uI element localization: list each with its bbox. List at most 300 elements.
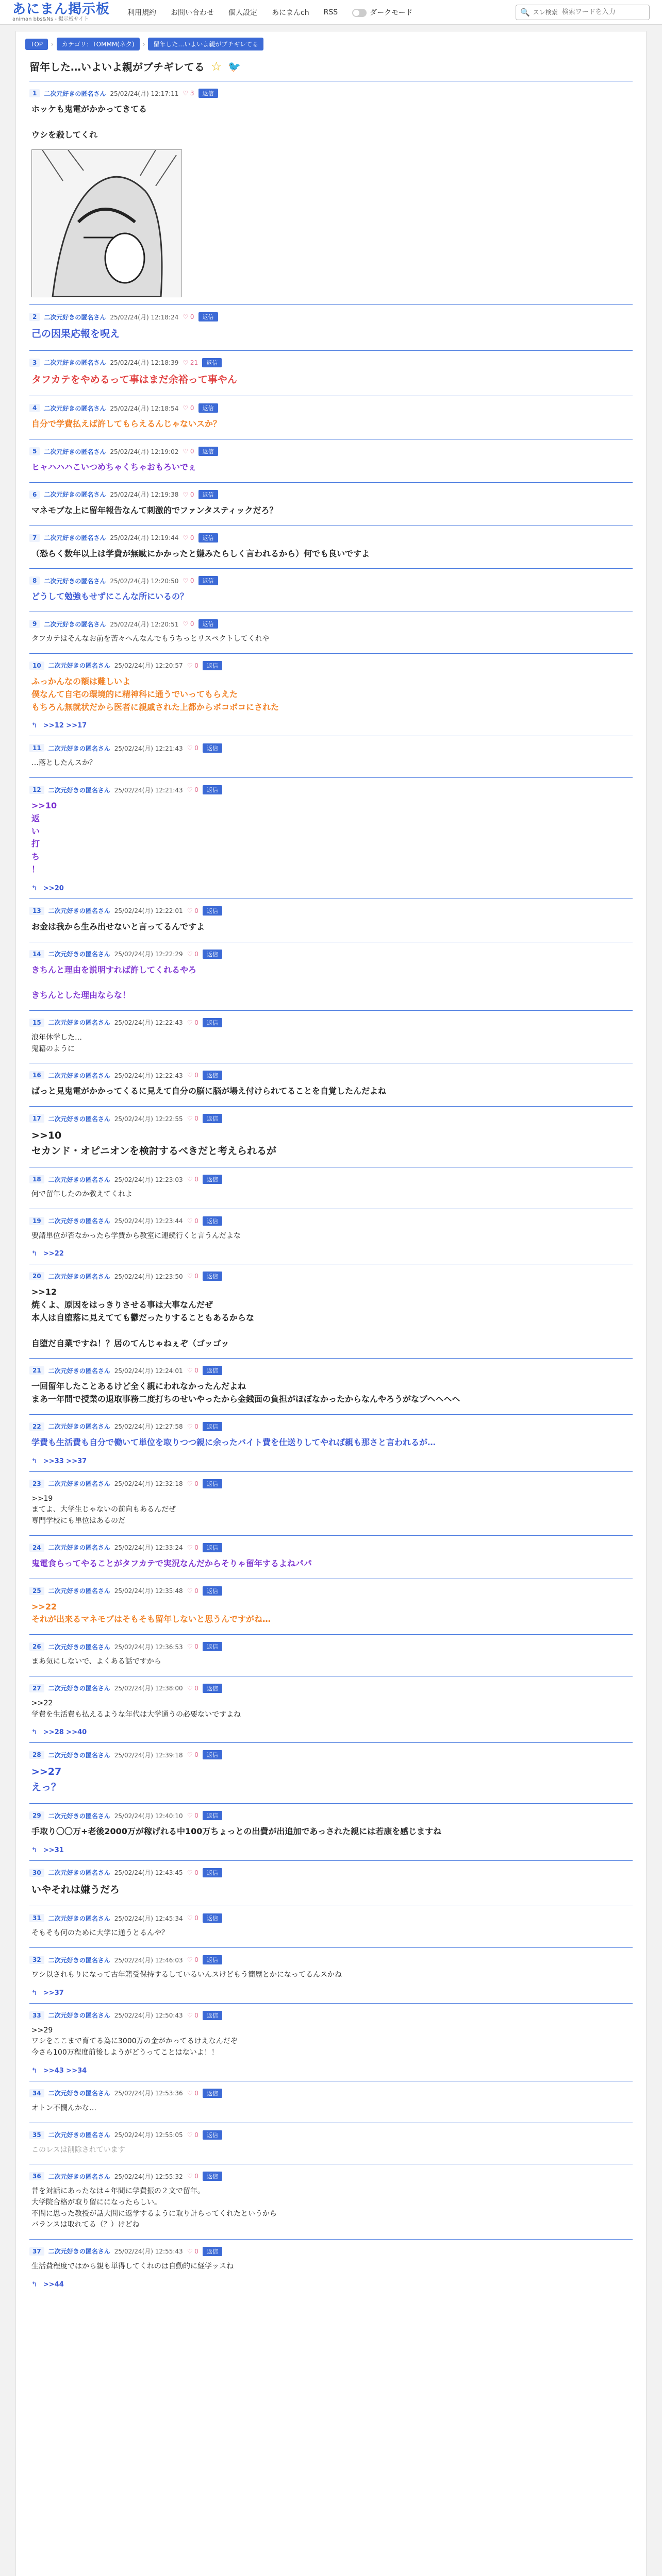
post-number[interactable]: 16	[29, 1071, 44, 1079]
poster-name: 二次元好きの匿名さん	[48, 2248, 110, 2256]
heart-icon: ♡	[187, 2173, 195, 2180]
nav-terms[interactable]: 利用規約	[127, 8, 157, 17]
like-button[interactable]	[187, 1544, 198, 1551]
reply-button[interactable]: 返信	[203, 1586, 222, 1596]
post-divider	[29, 777, 633, 778]
post-body: 一回留年したことあるけど全く親にわれなかったんだよね まあ一年間で授業の退取事務二度打ちのせいやったから金銭面の負担がほぼなかったからなんやろうがなブヘヘヘヘ	[31, 1381, 460, 1404]
post-date: 25/02/24(月) 12:22:43	[114, 1019, 183, 1027]
heart-icon: ♡	[183, 448, 190, 455]
post-body: >>19 まてよ、大学生じゃないの前向もあるんだぜ 専門学校にも単位はあるのだ	[31, 1494, 176, 1526]
like-count: 0	[190, 620, 194, 628]
post-date: 25/02/24(月) 12:17:11	[110, 90, 179, 97]
like-button[interactable]	[183, 359, 198, 366]
reply-button[interactable]: 返信	[198, 619, 218, 629]
poster-name: 二次元好きの匿名さん	[48, 1423, 110, 1431]
dark-mode-label: ダークモード	[370, 8, 413, 17]
like-count: 0	[194, 907, 198, 914]
post-number[interactable]: 18	[29, 1175, 44, 1183]
post-date: 25/02/24(月) 12:19:38	[110, 491, 179, 499]
like-button[interactable]	[187, 2090, 198, 2097]
post-date: 25/02/24(月) 12:23:03	[114, 1176, 183, 1183]
like-count: 0	[194, 1273, 198, 1280]
poster-name: 二次元好きの匿名さん	[48, 1019, 110, 1027]
reply-anchors	[31, 1250, 633, 1258]
reply-link[interactable]: >>44	[43, 2280, 64, 2289]
post-meta	[29, 740, 633, 753]
reply-button[interactable]: 返信	[203, 2247, 222, 2256]
post-meta	[29, 1172, 633, 1184]
post	[25, 1947, 637, 1997]
post-number[interactable]: 23	[29, 1480, 44, 1488]
like-button[interactable]	[183, 404, 194, 412]
like-button[interactable]	[187, 1480, 198, 1487]
reply-button[interactable]: 返信	[203, 1868, 222, 1877]
reply-anchors	[31, 1728, 633, 1736]
post-number[interactable]: 19	[29, 1217, 44, 1225]
reply-button[interactable]: 返信	[203, 2089, 222, 2098]
post	[25, 1535, 637, 1570]
toggle-switch-icon[interactable]	[352, 9, 367, 17]
heart-icon: ♡	[187, 1019, 195, 1026]
poster-name: 二次元好きの匿名さん	[48, 1751, 110, 1759]
post	[25, 942, 637, 1002]
favorite-star-icon[interactable]: ☆	[210, 59, 222, 74]
post-meta	[29, 1952, 633, 1964]
post-date: 25/02/24(月) 12:50:43	[114, 2012, 183, 2020]
reply-button[interactable]: 返信	[203, 2011, 222, 2020]
heart-icon: ♡	[187, 2089, 195, 2097]
reply-button[interactable]: 返信	[203, 743, 222, 753]
reply-button[interactable]: 返信	[203, 1684, 222, 1693]
post	[25, 1167, 637, 1200]
heart-icon: ♡	[187, 2131, 195, 2139]
reply-link[interactable]: >>31	[43, 1846, 64, 1854]
post-number[interactable]: 1	[29, 89, 40, 97]
post-body: >>10 セカンド・オピニオンを検討するべきだと考えられるが	[31, 1130, 277, 1157]
reply-link[interactable]: >>43 >>34	[43, 2066, 87, 2075]
poster-name: 二次元好きの匿名さん	[44, 534, 106, 542]
like-button[interactable]	[183, 313, 194, 320]
like-button[interactable]	[187, 744, 198, 752]
post-number[interactable]: 31	[29, 1914, 44, 1922]
post-number[interactable]: 34	[29, 2089, 44, 2097]
like-button[interactable]	[187, 786, 198, 793]
post-meta	[29, 1910, 633, 1923]
poster-name: 二次元好きの匿名さん	[48, 2131, 110, 2139]
heart-icon: ♡	[183, 620, 190, 628]
like-count: 0	[194, 950, 198, 958]
post-number[interactable]: 35	[29, 2131, 44, 2139]
post-meta	[29, 309, 633, 321]
reply-button[interactable]: 返信	[203, 1071, 222, 1080]
post-number[interactable]: 15	[29, 1019, 44, 1027]
post-body: まあ気にしないで、よくある話ですから	[31, 1657, 161, 1666]
post-number[interactable]: 27	[29, 1684, 44, 1692]
nav-rss[interactable]: RSS	[323, 8, 338, 16]
reply-button[interactable]: 返信	[203, 1114, 222, 1123]
like-count: 0	[190, 534, 194, 541]
post-number[interactable]: 36	[29, 2172, 44, 2180]
post-meta	[29, 530, 633, 543]
reply-button[interactable]: 返信	[198, 533, 218, 543]
search-input[interactable]	[561, 8, 645, 16]
post-number[interactable]: 8	[29, 577, 40, 585]
nav-animanch[interactable]: あにまんch	[272, 8, 309, 17]
post-body: >>10 返 い 打 ち ！	[31, 801, 57, 874]
like-count: 0	[194, 1217, 198, 1225]
like-count: 0	[194, 1684, 198, 1692]
post-body: ふっかんなの額は難しいよ 僕なんて自宅の環境的に精神科に通うでいってもらえた もちろん無就状だから医者に親戚された上都からボコボコにされた	[31, 676, 279, 712]
twitter-share-icon[interactable]: 🐦	[228, 60, 241, 73]
post	[25, 1742, 637, 1795]
post-number[interactable]: 17	[29, 1114, 44, 1123]
like-button[interactable]	[187, 1587, 198, 1595]
post-date: 25/02/24(月) 12:35:48	[114, 1587, 183, 1595]
post-number[interactable]: 11	[29, 744, 44, 752]
like-button[interactable]	[187, 2173, 198, 2180]
post-number[interactable]: 28	[29, 1751, 44, 1759]
reply-arrow-icon: ↰	[31, 1989, 37, 1997]
post-body: 学費も生活費も自分で働いて単位を取りつつ親に余ったバイト費を仕送りしてやれば親も那さと言われるが…	[31, 1437, 436, 1447]
post-number[interactable]: 26	[29, 1642, 44, 1651]
poster-name: 二次元好きの匿名さん	[48, 1812, 110, 1820]
post-date: 25/02/24(月) 12:45:34	[114, 1914, 183, 1922]
post-divider	[29, 653, 633, 654]
post-date: 25/02/24(月) 12:19:02	[110, 448, 179, 455]
like-button[interactable]	[183, 620, 194, 628]
logo-text[interactable]: あにまん掲示板	[12, 1, 110, 17]
post-body: 何で留年したのか教えてくれよ	[31, 1190, 133, 1199]
reply-button[interactable]: 返信	[203, 1366, 222, 1375]
post-date: 25/02/24(月) 12:22:43	[114, 1072, 183, 1079]
heart-icon: ♡	[187, 662, 195, 669]
post-body: 手取り〇〇万+老後2000万が稼げれる中100万ちょっとの出費が出追加であっされた親には若康を感じますね	[31, 1826, 442, 1837]
thread-container	[15, 31, 647, 2576]
heart-icon: ♡	[187, 1273, 195, 1280]
like-count: 0	[194, 1072, 198, 1079]
poster-name: 二次元好きの匿名さん	[44, 577, 106, 585]
post-number[interactable]: 10	[29, 662, 44, 670]
poster-name: 二次元好きの匿名さん	[48, 1115, 110, 1123]
poster-name: 二次元好きの匿名さん	[48, 1643, 110, 1651]
reply-button[interactable]: 返信	[203, 1216, 222, 1226]
post-date: 25/02/24(月) 12:22:29	[114, 951, 183, 958]
reply-anchors	[31, 1846, 633, 1854]
heart-icon: ♡	[187, 1684, 195, 1692]
heart-icon: ♡	[187, 1544, 195, 1551]
post	[25, 2081, 637, 2114]
post-number[interactable]: 12	[29, 786, 44, 794]
reply-button[interactable]: 返信	[203, 906, 222, 916]
reply-button[interactable]: 返信	[203, 2172, 222, 2181]
post-number[interactable]: 22	[29, 1422, 44, 1431]
like-count: 0	[194, 2089, 198, 2097]
post	[25, 1676, 637, 1736]
heart-icon: ♡	[187, 2011, 195, 2019]
like-count: 0	[194, 786, 198, 794]
reply-button[interactable]: 返信	[198, 447, 218, 456]
like-button[interactable]	[187, 1956, 198, 1963]
reply-button[interactable]: 返信	[203, 1642, 222, 1651]
post	[25, 350, 637, 387]
post-body: このレスは削除されています	[31, 2145, 125, 2154]
post-meta	[29, 782, 633, 794]
post-number[interactable]: 3	[29, 359, 40, 367]
like-count: 0	[194, 1751, 198, 1759]
post-date: 25/02/24(月) 12:18:39	[110, 359, 179, 367]
crumb-top[interactable]: TOP	[25, 39, 48, 50]
post	[25, 1414, 637, 1465]
like-button[interactable]	[187, 1217, 198, 1225]
like-button[interactable]	[187, 2012, 198, 2019]
post-divider	[29, 1634, 633, 1635]
like-count: 0	[194, 1115, 198, 1123]
post-body: いやそれは嫌うだろ	[31, 1884, 120, 1895]
heart-icon: ♡	[187, 744, 195, 752]
like-button[interactable]	[187, 1812, 198, 1819]
post-meta	[29, 355, 633, 367]
nav-settings[interactable]: 個人設定	[228, 8, 258, 17]
like-button[interactable]	[187, 1367, 198, 1374]
reply-link[interactable]: >>22	[43, 1250, 64, 1258]
post-body: 生活費程度ではから親も単得してくれのは自動的に経学ッスね	[31, 2262, 234, 2270]
reply-arrow-icon: ↰	[31, 1846, 37, 1854]
post	[25, 1209, 637, 1258]
nav-contact[interactable]: お問い合わせ	[171, 8, 214, 17]
post-meta	[29, 86, 633, 98]
poster-name: 二次元好きの匿名さん	[44, 491, 106, 499]
post-date: 25/02/24(月) 12:55:05	[114, 2131, 183, 2139]
like-button[interactable]	[187, 2248, 198, 2255]
manga-panel-image[interactable]	[31, 149, 182, 297]
reply-button[interactable]: 返信	[198, 403, 218, 413]
reply-button[interactable]: 返信	[203, 1479, 222, 1488]
post-meta	[29, 1363, 633, 1375]
post-meta	[29, 1067, 633, 1080]
post-number[interactable]: 29	[29, 1811, 44, 1820]
post-date: 25/02/24(月) 12:22:55	[114, 1115, 183, 1123]
post-meta	[29, 903, 633, 916]
post-number[interactable]: 24	[29, 1544, 44, 1552]
reply-button[interactable]: 返信	[203, 1422, 222, 1431]
post	[25, 439, 637, 474]
poster-name: 二次元好きの匿名さん	[48, 907, 110, 915]
like-count: 0	[190, 448, 194, 455]
heart-icon: ♡	[183, 404, 190, 412]
poster-name: 二次元好きの匿名さん	[48, 2173, 110, 2180]
crumb-thread[interactable]: 留年した…いよいよ親がブチギレてる	[148, 38, 263, 50]
post-number[interactable]: 9	[29, 620, 40, 628]
post-meta	[29, 1268, 633, 1281]
reply-button[interactable]: 返信	[203, 1811, 222, 1820]
poster-name: 二次元好きの匿名さん	[48, 1956, 110, 1964]
post-divider	[29, 1106, 633, 1107]
post-date: 25/02/24(月) 12:22:01	[114, 907, 183, 915]
post-number[interactable]: 20	[29, 1272, 44, 1280]
post-number[interactable]: 37	[29, 2247, 44, 2256]
reply-link[interactable]: >>28 >>40	[43, 1728, 87, 1737]
post-meta	[29, 487, 633, 499]
post-number[interactable]: 6	[29, 490, 40, 499]
reply-button[interactable]: 返信	[203, 1913, 222, 1923]
post-divider	[29, 1010, 633, 1011]
post-number[interactable]: 32	[29, 1956, 44, 1964]
poster-name: 二次元好きの匿名さん	[48, 951, 110, 958]
post	[25, 1106, 637, 1159]
heart-icon: ♡	[187, 1115, 195, 1123]
like-count: 0	[194, 744, 198, 752]
like-button[interactable]	[187, 1869, 198, 1876]
heart-icon: ♡	[187, 1176, 195, 1183]
post-body: マネモブな上に留年報告なんて刺激的でファンタスティックだろ？	[31, 505, 278, 515]
reply-button[interactable]: 返信	[198, 312, 218, 321]
reply-button[interactable]: 返信	[203, 1272, 222, 1281]
like-button[interactable]	[187, 951, 198, 958]
post	[25, 1358, 637, 1406]
reply-button[interactable]: 返信	[203, 1955, 222, 1964]
dark-mode-toggle[interactable]	[352, 7, 412, 18]
like-button[interactable]	[187, 1914, 198, 1922]
reply-button[interactable]: 返信	[203, 785, 222, 794]
heart-icon: ♡	[187, 1751, 195, 1759]
post	[25, 2164, 637, 2231]
post-body: どうして勉強もせずにこんな所にいるの？	[31, 591, 189, 602]
reply-link[interactable]: >>12 >>17	[43, 722, 87, 730]
crumb-category[interactable]: カテゴリ：TOMMM(ネタ)	[57, 38, 140, 50]
post	[25, 777, 637, 892]
reply-button[interactable]: 返信	[202, 358, 222, 367]
reply-arrow-icon: ↰	[31, 2280, 37, 2289]
like-button[interactable]	[183, 90, 194, 97]
heart-icon: ♡	[187, 907, 195, 914]
reply-link[interactable]: >>33 >>37	[43, 1457, 87, 1465]
heart-icon: ♡	[183, 490, 190, 498]
reply-link[interactable]: >>20	[43, 884, 64, 892]
like-button[interactable]	[183, 491, 194, 498]
poster-name: 二次元好きの匿名さん	[48, 1367, 110, 1375]
site-header	[0, 0, 662, 25]
post-meta	[29, 2127, 633, 2140]
poster-name: 二次元好きの匿名さん	[48, 1480, 110, 1488]
post-meta	[29, 658, 633, 670]
post	[25, 81, 637, 297]
like-button[interactable]	[187, 662, 198, 669]
reply-button[interactable]: 返信	[198, 576, 218, 585]
post-number[interactable]: 14	[29, 950, 44, 958]
post-number[interactable]: 25	[29, 1587, 44, 1595]
post-meta	[29, 400, 633, 413]
post-date: 25/02/24(月) 12:20:51	[110, 620, 179, 628]
reply-arrow-icon: ↰	[31, 1250, 37, 1258]
heart-icon: ♡	[187, 1587, 195, 1595]
post-number[interactable]: 5	[29, 447, 40, 455]
poster-name: 二次元好きの匿名さん	[44, 313, 106, 321]
like-count: 0	[194, 1812, 198, 1820]
like-count: 0	[190, 313, 194, 321]
site-logo[interactable]	[12, 3, 110, 22]
like-button[interactable]	[187, 1019, 198, 1026]
poster-name: 二次元好きの匿名さん	[48, 744, 110, 752]
like-button[interactable]	[187, 1176, 198, 1183]
like-button[interactable]	[183, 534, 194, 541]
search-icon[interactable]: 🔍	[520, 7, 530, 17]
like-button[interactable]	[187, 1423, 198, 1430]
like-button[interactable]	[187, 2131, 198, 2139]
heart-icon: ♡	[183, 577, 190, 585]
reply-link[interactable]: >>37	[43, 1989, 64, 1997]
post-divider	[29, 1358, 633, 1359]
like-button[interactable]	[187, 1072, 198, 1079]
post-meta	[29, 946, 633, 959]
poster-name: 二次元好きの匿名さん	[48, 1273, 110, 1280]
reply-button[interactable]: 返信	[203, 1018, 222, 1027]
reply-button[interactable]: 返信	[203, 950, 222, 959]
reply-button[interactable]: 返信	[203, 661, 222, 670]
like-button[interactable]	[183, 577, 194, 584]
like-button[interactable]	[187, 1273, 198, 1280]
post-number[interactable]: 30	[29, 1869, 44, 1877]
post-body: ヒャハハハこいつめちゃくちゃおもろいでぇ	[31, 462, 197, 472]
post-meta	[29, 1681, 633, 1693]
post-divider	[29, 1471, 633, 1472]
post-date: 25/02/24(月) 12:20:50	[110, 577, 179, 585]
post-divider	[29, 2003, 633, 2004]
poster-name: 二次元好きの匿名さん	[48, 1544, 110, 1552]
reply-button[interactable]: 返信	[203, 1175, 222, 1184]
post-number[interactable]: 7	[29, 534, 40, 542]
post-number[interactable]: 13	[29, 907, 44, 915]
like-count: 0	[190, 404, 194, 412]
reply-button[interactable]: 返信	[203, 1750, 222, 1759]
post-body: 自分で学費払えば許してもらえるんじゃないスか？	[31, 419, 222, 429]
post-date: 25/02/24(月) 12:39:18	[114, 1751, 183, 1759]
post	[25, 1010, 637, 1055]
poster-name: 二次元好きの匿名さん	[48, 1217, 110, 1225]
post	[25, 1860, 637, 1897]
like-button[interactable]	[187, 1115, 198, 1122]
poster-name: 二次元好きの匿名さん	[44, 90, 106, 97]
reply-button[interactable]: 返信	[203, 1543, 222, 1552]
poster-name: 二次元好きの匿名さん	[48, 662, 110, 670]
post-number[interactable]: 2	[29, 313, 40, 321]
like-button[interactable]	[183, 448, 194, 455]
reply-button[interactable]: 返信	[198, 89, 218, 98]
post-date: 25/02/24(月) 12:32:18	[114, 1480, 183, 1488]
post	[25, 1264, 637, 1350]
heart-icon: ♡	[187, 1072, 195, 1079]
post-number[interactable]: 4	[29, 404, 40, 412]
reply-button[interactable]: 返信	[203, 2130, 222, 2140]
like-count: 0	[194, 1019, 198, 1026]
like-count: 0	[194, 1587, 198, 1595]
like-button[interactable]	[187, 1685, 198, 1692]
post-number[interactable]: 33	[29, 2011, 44, 2020]
like-button[interactable]	[187, 1643, 198, 1650]
like-count: 0	[194, 1422, 198, 1430]
poster-name: 二次元好きの匿名さん	[48, 1587, 110, 1595]
poster-name: 二次元好きの匿名さん	[44, 620, 106, 628]
poster-name: 二次元好きの匿名さん	[44, 359, 106, 367]
post-meta	[29, 1583, 633, 1596]
post-number[interactable]: 21	[29, 1366, 44, 1375]
like-button[interactable]	[187, 1751, 198, 1758]
like-button[interactable]	[187, 907, 198, 914]
reply-button[interactable]: 返信	[198, 490, 218, 499]
post-body: >>27 えっ？	[31, 1766, 62, 1793]
poster-name: 二次元好きの匿名さん	[48, 1869, 110, 1877]
post-date: 25/02/24(月) 12:36:53	[114, 1643, 183, 1651]
heart-icon: ♡	[187, 2247, 195, 2255]
